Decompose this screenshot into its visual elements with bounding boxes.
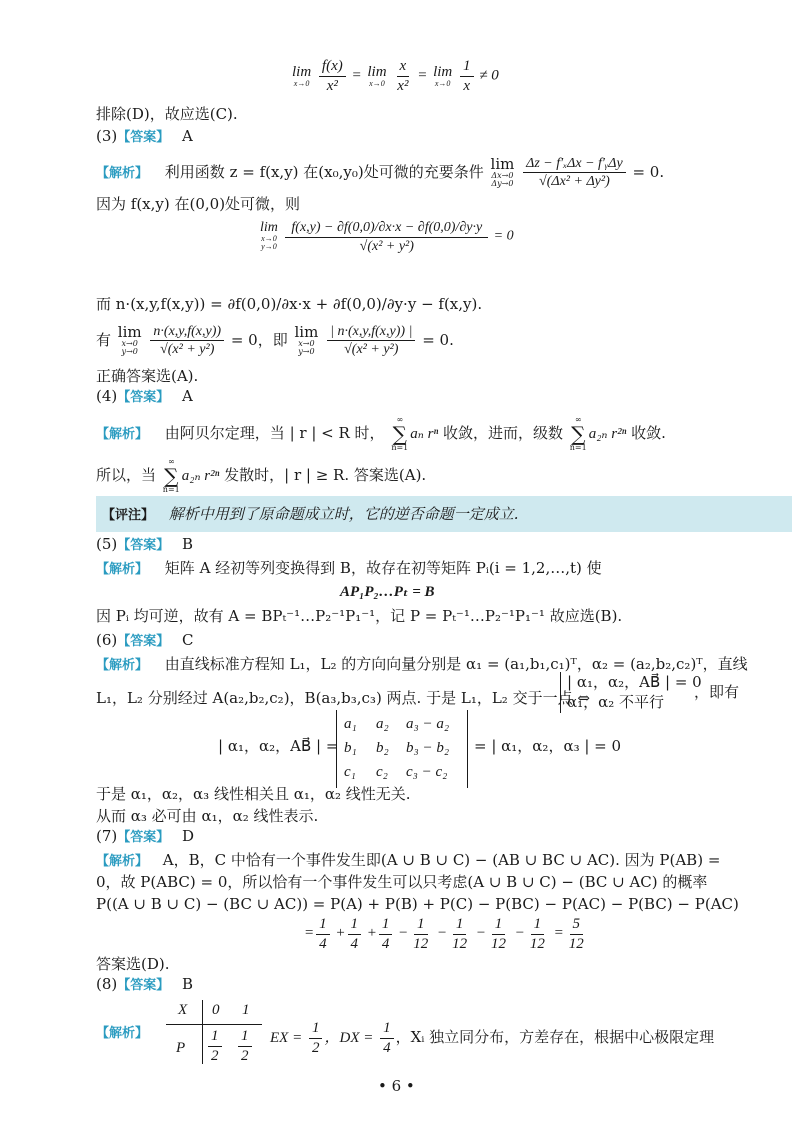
answer-tag: 【答案】	[117, 538, 170, 553]
limit	[433, 65, 452, 88]
lim-text: lim	[433, 63, 453, 80]
lim-sub: x→0	[261, 234, 277, 244]
q3-analysis-line	[96, 156, 664, 190]
sign: +	[335, 925, 346, 942]
q6-det-left: | α₁，α₂，AB⃗ | =	[218, 737, 339, 755]
q7-line3: P((A ∪ B ∪ C) − (BC ∪ AC)) = P(A) + P(B) + P(C) − P(BC) − P(AC) − P(BC) − P(AC)	[96, 895, 739, 913]
note-text: 解析中用到了原命题成立时，它的逆否命题一定成立.	[168, 505, 519, 523]
table-prob-0	[206, 1028, 224, 1064]
q6-text: 由直线标准方程知 L₁，L₂ 的方向向量分别是 α₁ = (a₁,b₁,c₁)ᵀ，α₂ = (a₂,b₂,c₂)ᵀ，直线	[164, 655, 748, 673]
q4-line2	[96, 458, 426, 494]
q4-line1	[96, 416, 666, 452]
sign: −	[437, 925, 448, 942]
lim-sub: y→0	[121, 347, 138, 357]
q4-number: (4)	[96, 387, 118, 405]
q3-answer-line	[96, 128, 193, 146]
fraction	[316, 916, 330, 952]
table-value-1: 1	[242, 1002, 250, 1018]
denominator: 12	[529, 935, 545, 952]
q4-answer-line	[96, 388, 193, 406]
analysis-tag: 【解析】	[96, 562, 149, 577]
lim-end: = 0.	[632, 162, 665, 181]
answer-tag: 【答案】	[117, 830, 170, 845]
q3-line4	[96, 324, 454, 358]
sum-symbol: ∞ ∑ n=1	[569, 415, 587, 452]
numerator: 5	[570, 916, 584, 935]
sum-term: aₙ rⁿ	[410, 426, 439, 442]
q6-line3: 于是 α₁，α₂，α₃ 线性相关且 α₁，α₂ 线性无关.	[96, 785, 411, 803]
frac-item	[398, 916, 433, 952]
q7-line4: 答案选(D).	[96, 955, 170, 973]
sign: −	[514, 925, 525, 942]
numerator: 1	[492, 916, 506, 935]
q3-line2: 因为 f(x,y) 在(0,0)处可微，则	[96, 195, 301, 213]
answer-tag: 【答案】	[117, 130, 170, 145]
q3-line5: 正确答案选(A).	[96, 367, 199, 385]
sum-symbol: ∞ ∑ n=1	[391, 415, 409, 452]
q8-number: (8)	[96, 975, 118, 993]
denominator: √(x² + y²)	[359, 239, 414, 255]
denominator: 4	[319, 935, 327, 952]
sum-bottom: n=1	[391, 443, 409, 452]
numerator: Δz − f′ₓΔx − f′ᵧΔy	[523, 156, 626, 173]
table-value-0: 0	[212, 1002, 220, 1018]
q8-formula-line	[270, 1020, 714, 1056]
denominator: x	[463, 77, 471, 94]
frac-item	[514, 916, 550, 952]
fraction	[327, 324, 415, 358]
denominator: 4	[381, 935, 390, 952]
end-text: = 0.	[422, 330, 454, 349]
q8-analysis-tag	[96, 1024, 148, 1042]
q6-answer-line	[96, 632, 194, 650]
denominator: 4	[383, 1039, 391, 1056]
denominator: 4	[350, 935, 358, 952]
numerator: 1	[348, 916, 362, 935]
numerator: f(x)	[319, 58, 346, 77]
q5-line2: 因 Pᵢ 均可逆，故有 A = BPₜ⁻¹…P₂⁻¹P₁⁻¹，记 P = Pₜ⁻¹…P₂⁻¹P₁⁻¹ 故应选(B).	[96, 607, 623, 625]
limit: lim x→0 y→0	[294, 323, 319, 357]
q8-answer-line	[96, 976, 193, 994]
fraction	[410, 916, 431, 952]
q7-fractions	[304, 916, 589, 952]
q4-text: 收敛，进而，级数	[442, 424, 563, 442]
det-cell: b₂	[376, 740, 389, 756]
denominator: 12	[568, 935, 584, 952]
q7-answer-line	[96, 828, 194, 846]
denominator: 2	[241, 1047, 249, 1064]
sum-symbol: ∞ ∑ n=1	[162, 457, 180, 494]
fraction	[488, 916, 509, 952]
q7-answer: D	[182, 827, 195, 845]
sum-term: a₂ₙ r²ⁿ	[181, 468, 220, 484]
sum-bottom: n=1	[569, 443, 587, 452]
limit: lim Δx→0 Δy→0	[490, 155, 515, 189]
answer-tag: 【答案】	[117, 978, 170, 993]
frac-item	[304, 916, 332, 952]
sum-term: a₂ₙ r²ⁿ	[588, 426, 627, 442]
fraction	[309, 1020, 323, 1056]
sum-top: ∞	[167, 457, 175, 466]
q7-line2: 0，故 P(ABC) = 0，所以恰有一个事件发生可以只考虑(A ∪ B ∪ C) − (BC ∪ AC) 的概率	[96, 873, 708, 891]
numerator: 1	[453, 916, 467, 935]
det-cell: a₁	[344, 716, 357, 732]
fraction	[460, 58, 474, 94]
lim-sub: Δx→0	[491, 171, 514, 181]
sign: =	[304, 925, 315, 942]
ex-text: EX =	[270, 1030, 303, 1046]
sum-top: ∞	[396, 415, 404, 424]
q5-text: 矩阵 A 经初等列变换得到 B，故存在初等矩阵 Pᵢ(i = 1,2,…,t) 使	[164, 559, 602, 577]
q6-answer: C	[182, 631, 194, 649]
fraction	[150, 324, 224, 358]
q4-text: 收敛.	[631, 424, 666, 442]
table-p-label: P	[176, 1040, 186, 1056]
fraction	[380, 1020, 394, 1056]
numerator: x	[397, 58, 410, 77]
analysis-tag: 【解析】	[96, 1026, 149, 1041]
lim-sub: y→0	[261, 242, 277, 252]
numerator: 1	[380, 1020, 394, 1039]
denominator: √(x² + y²)	[160, 342, 215, 358]
lim-text: lim	[367, 63, 387, 80]
fraction	[285, 218, 488, 255]
table-x-label: X	[178, 1002, 188, 1018]
q7-line1	[96, 852, 720, 870]
note-tag: 【评注】	[102, 508, 155, 523]
q6-jiyou: ，即有	[694, 683, 740, 701]
q8-tail: ，Xᵢ 独立同分布，方差存在，根据中心极限定理	[395, 1028, 715, 1046]
sign: =	[553, 925, 564, 942]
numerator: 1	[208, 1028, 222, 1047]
frac-item	[437, 916, 472, 952]
sign: −	[475, 925, 486, 942]
fraction	[208, 1028, 222, 1064]
q3-answer: A	[182, 127, 193, 145]
line-exclude: 排除(D)，故应选(C).	[96, 105, 238, 123]
lim-sub: y→0	[298, 347, 315, 357]
table-vline	[202, 1000, 203, 1064]
lim-text: lim	[292, 63, 312, 80]
frac-item	[335, 916, 363, 952]
answer-tag: 【答案】	[117, 390, 170, 405]
sum-top: ∞	[574, 415, 582, 424]
numerator: 1	[460, 58, 474, 77]
numerator: n·(x,y,f(x,y))	[150, 324, 224, 341]
sign: +	[366, 925, 377, 942]
q7-number: (7)	[96, 827, 118, 845]
q3-big-limit	[258, 218, 514, 255]
numerator: 1	[309, 1020, 323, 1039]
limit: lim x→0 y→0	[117, 323, 142, 357]
lim-end: = 0	[493, 228, 514, 244]
denominator: √(Δx² + Δy²)	[539, 174, 610, 190]
note-line	[102, 506, 519, 524]
det-cell: c₃ − c₂	[406, 764, 448, 780]
denominator: 12	[452, 935, 468, 952]
analysis-tag: 【解析】	[96, 165, 149, 181]
numerator: 1	[531, 916, 545, 935]
det-cell: c₂	[376, 764, 388, 780]
q4-text: 所以，当	[96, 466, 157, 484]
denominator: √(x² + y²)	[344, 342, 399, 358]
lim-sub: x→0	[293, 78, 310, 88]
q6-line2: L₁，L₂ 分别经过 A(a₂,b₂,c₂)，B(a₃,b₃,c₃) 两点. 于是 L₁，L₂ 交于一点 ⇔	[96, 689, 590, 707]
neq-zero: ≠ 0	[479, 67, 499, 84]
q8-answer: B	[182, 975, 194, 993]
fraction	[449, 916, 470, 952]
q3-number: (3)	[96, 127, 118, 145]
lim-sub: x→0	[121, 339, 138, 349]
q6-number: (6)	[96, 631, 118, 649]
lim-sub: Δy→0	[491, 179, 514, 189]
fraction	[523, 156, 626, 190]
q6-det-right: = | α₁，α₂，α₃ | = 0	[474, 737, 622, 755]
q5-answer: B	[182, 535, 194, 553]
q5-number: (5)	[96, 535, 118, 553]
det-cell: a₃ − a₂	[406, 716, 450, 732]
fraction	[394, 58, 411, 94]
table-hline	[166, 1024, 262, 1025]
fraction	[348, 916, 362, 952]
fraction	[238, 1028, 252, 1064]
fraction	[527, 916, 548, 952]
denominator: x²	[326, 77, 338, 94]
analysis-tag: 【解析】	[96, 427, 149, 442]
fraction	[319, 58, 346, 94]
denominator: 2	[311, 1039, 320, 1056]
numerator: 1	[379, 916, 393, 935]
fraction	[566, 916, 587, 952]
q5-line1	[96, 560, 602, 578]
answer-tag: 【答案】	[117, 634, 170, 649]
lim-sub: x→0	[298, 339, 315, 349]
det-cell: b₁	[344, 740, 357, 756]
analysis-tag: 【解析】	[96, 854, 149, 869]
mid-text: = 0，即	[230, 330, 288, 349]
frac-item	[475, 916, 511, 952]
limit	[367, 65, 386, 88]
sign: −	[398, 925, 409, 942]
dx-text: ，DX =	[324, 1030, 374, 1046]
q4-answer: A	[182, 387, 193, 405]
q6-cases	[560, 672, 702, 713]
limit	[292, 65, 311, 88]
det-cell: c₁	[344, 764, 356, 780]
analysis-tag: 【解析】	[96, 658, 149, 673]
table-prob-1	[236, 1028, 254, 1064]
frac-item	[366, 916, 395, 952]
q4-text: 由阿贝尔定理，当 | r | < R 时，	[164, 424, 385, 442]
det-cell: a₂	[376, 716, 389, 732]
numerator: 1	[414, 916, 428, 935]
denominator: 2	[211, 1047, 219, 1064]
q5-equation: AP₁P₂…Pₜ = B	[340, 584, 435, 600]
q6-case1: | α₁，α₂，AB⃗ | = 0	[567, 673, 702, 691]
numerator: f(x,y) − ∂f(0,0)/∂x·x − ∂f(0,0)/∂y·y	[285, 218, 488, 238]
numerator: 1	[238, 1028, 252, 1047]
you-text: 有	[96, 330, 112, 349]
numerator: 1	[316, 916, 330, 935]
q3-line3: 而 n·(x,y,f(x,y)) = ∂f(0,0)/∂x·x + ∂f(0,0)/∂y·y − f(x,y).	[96, 295, 483, 313]
q6-line4: 从而 α₃ 必可由 α₁，α₂ 线性表示.	[96, 807, 319, 825]
lim-sub: x→0	[369, 78, 385, 88]
frac-item	[553, 916, 589, 952]
sum-bottom: n=1	[162, 485, 180, 494]
top-formula: lim x→0 $\frac{f(x)}{\text{x²}}$ = lim x→0 $\frac{x}{\text{x²}}$ = lim x→0 $\frac{1}{x}$ ≠ 0	[292, 58, 499, 94]
lim-sub: x→0	[434, 78, 451, 88]
numerator: | n·(x,y,f(x,y)) |	[327, 324, 415, 341]
det-cell: b₃ − b₂	[406, 740, 450, 756]
denominator: 12	[413, 935, 429, 952]
q6-case2: α₁，α₂ 不平行	[567, 693, 665, 712]
q5-answer-line	[96, 536, 193, 554]
q7-text: A，B，C 中恰有一个事件发生即(A ∪ B ∪ C) − (AB ∪ BC ∪ AC). 因为 P(AB) =	[162, 851, 721, 869]
q3-line1: 利用函数 z = f(x,y) 在(x₀,y₀)处可微的充要条件	[164, 162, 484, 181]
limit: lim x→0 y→0	[260, 220, 278, 252]
denominator: x²	[397, 77, 409, 94]
denominator: 12	[491, 935, 506, 952]
q4-text: 发散时，| r | ≥ R. 答案选(A).	[224, 466, 427, 484]
page-number: • 6 •	[378, 1077, 415, 1095]
fraction	[379, 916, 393, 952]
